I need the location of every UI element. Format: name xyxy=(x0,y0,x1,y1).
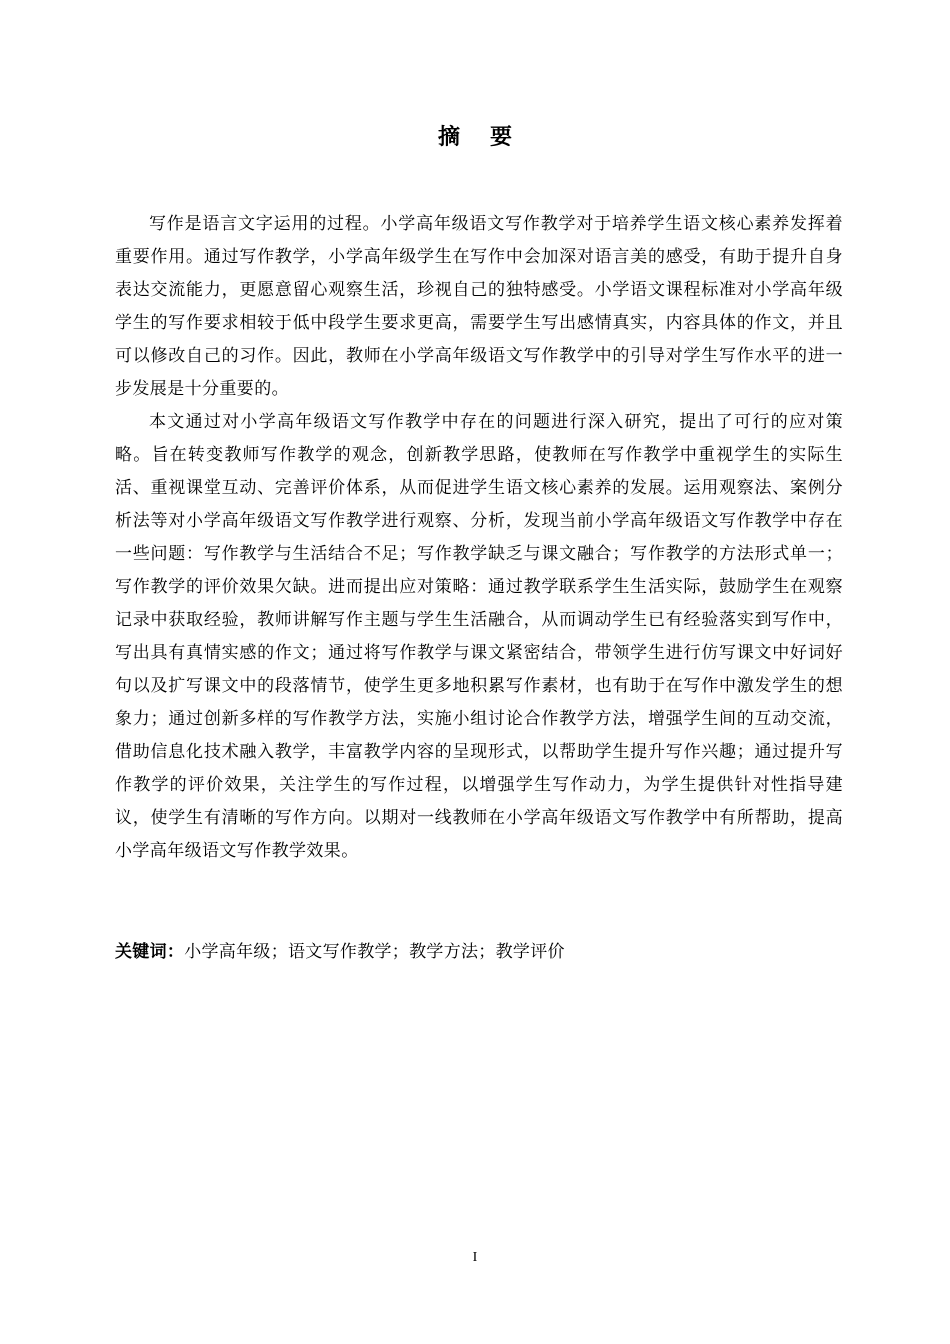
keywords-value: 小学高年级；语文写作教学；教学方法；教学评价 xyxy=(184,942,565,962)
keywords-line xyxy=(115,936,843,969)
abstract-body xyxy=(115,208,843,868)
page-number: I xyxy=(472,1250,478,1265)
abstract-title-char-2: 要 xyxy=(490,125,513,150)
keywords-label: 关键词： xyxy=(115,942,185,962)
abstract-paragraph-1: 写作是语言文字运用的过程。小学高年级语文写作教学对于培养学生语文核心素养发挥着重要作用。通过写作教学，小学高年级学生在写作中会加深对语言美的感受，有助于提升自身表达交流能力，更愿意留心观察生活，珍视自己的独特感受。小学语文课程标准对小学高年级学生的写作要求相较于低中段学生要求更高，需要学生写出感情真实，内容具体的作文，并且可以修改自己的习作。因此，教师在小学高年级语文写作教学中的引导对学生写作水平的进一步发展是十分重要的。 xyxy=(115,214,843,399)
abstract-paragraph-2: 本文通过对小学高年级语文写作教学中存在的问题进行深入研究，提出了可行的应对策略。旨在转变教师写作教学的观念，创新教学思路，使教师在写作教学中重视学生的实际生活、重视课堂互动、完善评价体系，从而促进学生语文核心素养的发展。运用观察法、案例分析法等对小学高年级语文写作教学进行观察、分析，发现当前小学高年级语文写作教学中存在一些问题：写作教学与生活结合不足；写作教学缺乏与课文融合；写作教学的方法形式单一；写作教学的评价效果欠缺。进而提出应对策略：通过教学联系学生生活实际，鼓励学生在观察记录中获取经验，教师讲解写作主题与学生生活融合，从而调动学生已有经验落实到写作中，写出具有真情实感的作文；通过将写作教学与课文紧密结合，带领学生进行仿写课文中好词好句以及扩写课文中的段落情节，使学生更多地积累写作素材，也有助于在写作中激发学生的想象力；通过创新多样的写作教学方法，实施小组讨论合作教学方法，增强学生间的互动交流，借助信息化技术融入教学，丰富教学内容的呈现形式，以帮助学生提升写作兴趣；通过提升写作教学的评价效果，关注学生的写作过程，以增强学生写作动力，为学生提供针对性指导建议，使学生有清晰的写作方向。以期对一线教师在小学高年级语文写作教学中有所帮助，提高小学高年级语文写作教学效果。 xyxy=(115,412,843,861)
abstract-title xyxy=(0,118,950,158)
abstract-title-char-1: 摘 xyxy=(437,125,460,150)
